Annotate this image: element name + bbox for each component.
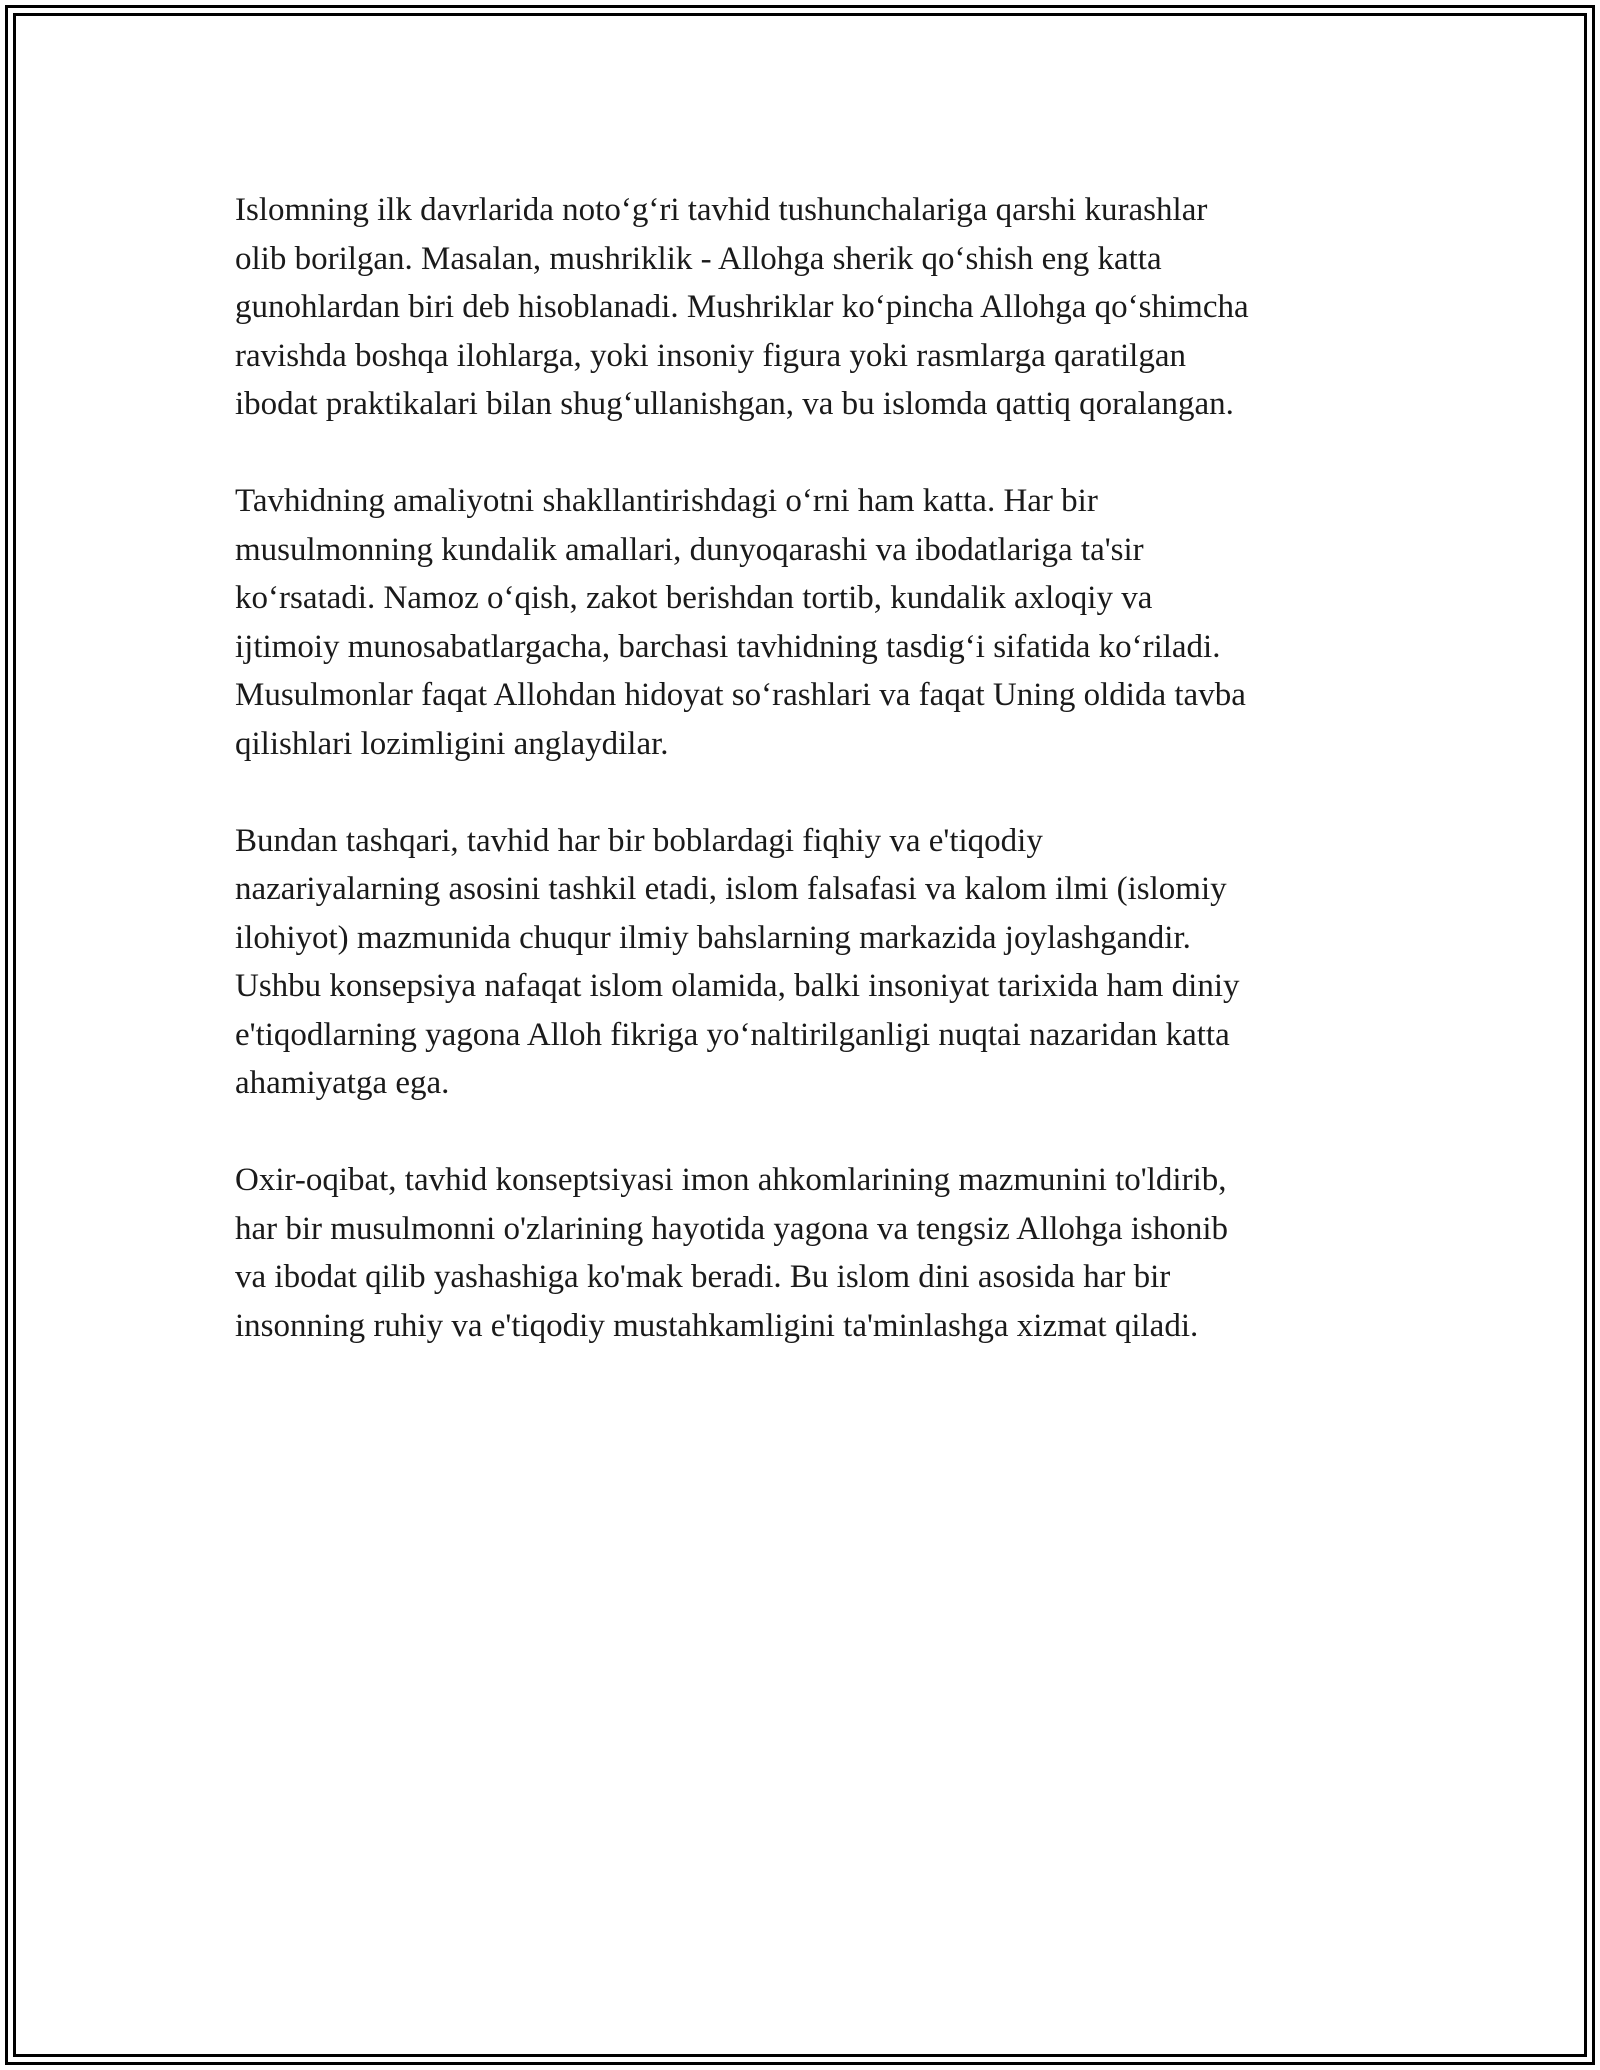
document-body	[235, 186, 1375, 1399]
paragraph-4: Oxir-oqibat, tavhid konseptsiyasi imon ahkomlarining mazmunini to'ldirib, har bir musulmonni o'zlarining hayotida yagona va tengsiz Allohga ishonib va ibodat qilib yashashiga ko'mak beradi. Bu islom dini asosida har bir insonning ruhiy va e'tiqodiy mustahkamligini ta'minlashga xizmat qiladi.	[235, 1162, 1229, 1344]
paragraph-1: Islomning ilk davrlarida noto‘g‘ri tavhid tushunchalariga qarshi kurashlar olib borilgan. Masalan, mushriklik - Allohga sherik qo‘shish eng katta gunohlardan biri deb hisoblanadi. Mushriklar ko‘pincha Allohga qo‘shimcha ravishda boshqa ilohlarga, yoki insoniy figura yoki rasmlarga qaratilgan ibodat praktikalari bilan shug‘ullanishgan, va bu islomda qattiq qoralangan.	[235, 192, 1249, 422]
paragraph-2: Tavhidning amaliyotni shakllantirishdagi o‘rni ham katta. Har bir musulmonning kundalik amallari, dunyoqarashi va ibodatlariga ta'sir ko‘rsatadi. Namoz o‘qish, zakot berishdan tortib, kundalik axloqiy va ijtimoiy munosabatlargacha, barchasi tavhidning tasdig‘i sifatida ko‘riladi. Musulmonlar faqat Allohdan hidoyat so‘rashlari va faqat Uning oldida tavba qilishlari lozimligini anglaydilar.	[235, 483, 1246, 762]
paragraph-3: Bundan tashqari, tavhid har bir boblardagi fiqhiy va e'tiqodiy nazariyalarning asosini tashkil etadi, islom falsafasi va kalom ilmi (islomiy ilohiyot) mazmunida chuqur ilmiy bahslarning markazida joylashgandir. Ushbu konsepsiya nafaqat islom olamida, balki insoniyat tarixida ham diniy e'tiqodlarning yagona Alloh fikriga yo‘naltirilganligi nuqtai nazaridan katta ahamiyatga ega.	[235, 822, 1240, 1101]
